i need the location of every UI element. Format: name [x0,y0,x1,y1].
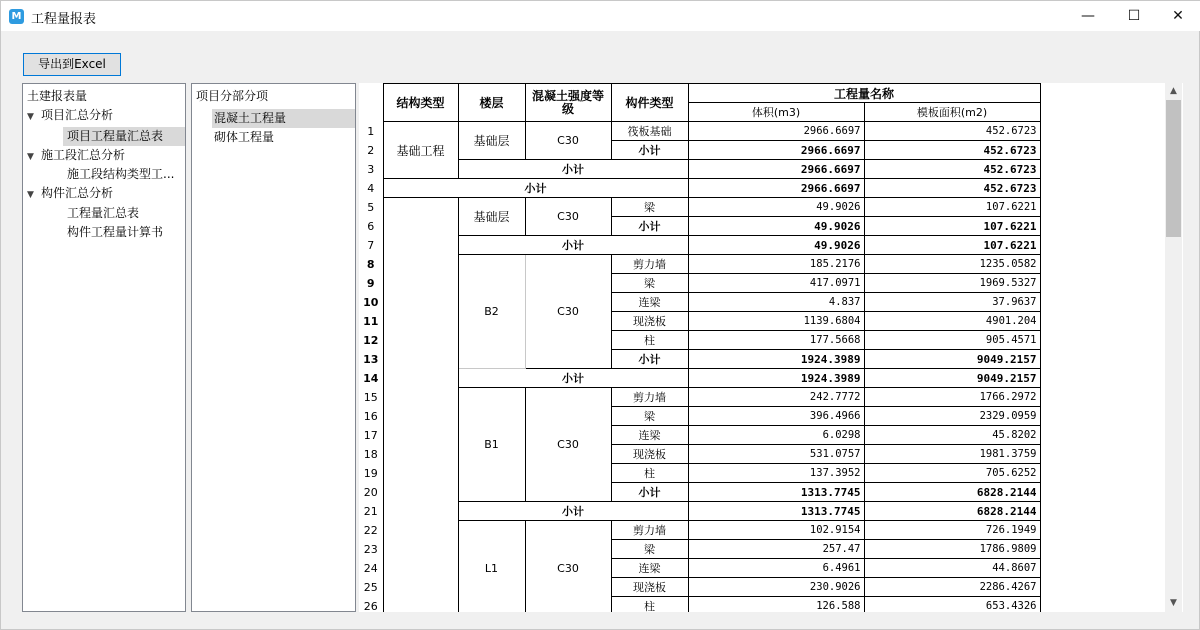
volume-cell: 6.4961 [688,559,864,578]
row-number: 1 [367,124,375,138]
grade-cell: C30 [525,388,611,502]
row-number: 12 [363,333,379,347]
formwork-cell: 9049.2157 [864,350,1040,369]
volume-cell: 230.9026 [688,578,864,597]
component-cell: 现浇板 [611,578,688,597]
grade-cell: C30 [525,255,611,369]
floor-cell: B2 [458,255,525,369]
row-number: 8 [366,257,375,271]
tree-group-stage[interactable] [27,146,125,165]
floor-cell: L1 [458,521,525,613]
scroll-down-icon[interactable]: ▼ [1170,598,1177,608]
component-cell: 梁 [611,198,688,217]
formwork-cell: 1766.2972 [864,388,1040,407]
quantity-report-table [359,83,1041,612]
formwork-cell: 452.6723 [864,141,1040,160]
volume-cell: 1139.6804 [688,312,864,331]
formwork-cell: 9049.2157 [864,369,1040,388]
volume-cell: 102.9154 [688,521,864,540]
volume-cell: 177.5668 [688,331,864,350]
struct-type-cell [383,198,458,613]
row-number: 13 [363,352,379,366]
formwork-cell: 653.4326 [864,597,1040,613]
row-number: 25 [363,580,378,594]
subtotal-label: 小计 [611,217,688,236]
volume-cell: 531.0757 [688,445,864,464]
row-number: 2 [367,143,375,157]
row-number: 14 [363,371,379,385]
subtotal-label: 小计 [458,369,688,388]
volume-cell: 417.0971 [688,274,864,293]
component-cell: 剪力墙 [611,521,688,540]
volume-cell: 137.3952 [688,464,864,483]
report-grid[interactable] [359,83,1183,612]
row-number: 23 [363,542,378,556]
row-number: 21 [363,504,378,518]
formwork-cell: 107.6221 [864,236,1040,255]
component-cell: 筏板基础 [611,122,688,141]
formwork-cell: 452.6723 [864,122,1040,141]
tree-group-label: 项目汇总分析 [41,108,114,122]
formwork-cell: 107.6221 [864,217,1040,236]
formwork-cell: 452.6723 [864,160,1040,179]
grade-cell: C30 [525,122,611,160]
struct-type-cell: 基础工程 [383,122,458,179]
component-cell: 连梁 [611,426,688,445]
subtotal-label: 小计 [383,179,688,198]
header-formwork: 模板面积(m2) [864,103,1040,122]
row-number: 15 [363,390,378,404]
subtotal-label: 小计 [611,483,688,502]
component-cell: 连梁 [611,559,688,578]
component-cell: 梁 [611,407,688,426]
volume-cell: 2966.6697 [688,179,864,198]
row-number: 17 [363,428,378,442]
tree-root-label: 土建报表量 [27,89,88,103]
formwork-cell: 905.4571 [864,331,1040,350]
component-cell: 现浇板 [611,312,688,331]
row-number: 4 [367,181,375,195]
volume-cell: 49.9026 [688,217,864,236]
component-cell: 现浇板 [611,445,688,464]
header-struct-type: 结构类型 [383,84,458,122]
volume-cell: 1924.3989 [688,369,864,388]
volume-cell: 2966.6697 [688,122,864,141]
formwork-cell: 705.6252 [864,464,1040,483]
formwork-cell: 452.6723 [864,179,1040,198]
row-number: 20 [363,485,378,499]
component-cell: 柱 [611,464,688,483]
formwork-cell: 44.8607 [864,559,1040,578]
volume-cell: 2966.6697 [688,141,864,160]
row-number: 19 [363,466,378,480]
header-quantity-group: 工程量名称 [688,84,1040,103]
tree-item-project-summary[interactable]: 项目工程量汇总表 [63,127,185,146]
row-number: 24 [363,561,378,575]
chevron-down-icon[interactable]: ▼ [27,152,34,162]
row-number: 26 [363,599,378,612]
component-cell: 梁 [611,274,688,293]
volume-cell: 396.4966 [688,407,864,426]
row-number: 5 [367,200,375,214]
vertical-scrollbar[interactable] [1165,83,1182,612]
formwork-cell: 2329.0959 [864,407,1040,426]
volume-cell: 4.837 [688,293,864,312]
chevron-down-icon[interactable]: ▼ [27,190,34,200]
formwork-cell: 107.6221 [864,198,1040,217]
subtotal-label: 小计 [611,141,688,160]
formwork-cell: 4901.204 [864,312,1040,331]
row-number: 16 [363,409,378,423]
category-item-concrete[interactable]: 混凝土工程量 [212,109,355,128]
formwork-cell: 1786.9809 [864,540,1040,559]
row-number: 10 [363,295,379,309]
chevron-down-icon[interactable]: ▼ [27,112,34,122]
header-grade: 混凝土强度等级 [525,84,611,122]
volume-cell: 257.47 [688,540,864,559]
row-number: 3 [367,162,375,176]
tree-group-label: 施工段汇总分析 [41,148,126,162]
component-cell: 连梁 [611,293,688,312]
scroll-up-icon[interactable]: ▲ [1170,86,1177,96]
subtotal-label: 小计 [458,160,688,179]
formwork-cell: 1969.5327 [864,274,1040,293]
row-number: 22 [363,523,378,537]
floor-cell: 基础层 [458,122,525,160]
category-item-masonry[interactable]: 砌体工程量 [214,130,275,144]
scroll-thumb[interactable] [1166,100,1181,237]
component-cell: 梁 [611,540,688,559]
formwork-cell: 2286.4267 [864,578,1040,597]
volume-cell: 6.0298 [688,426,864,445]
export-excel-button[interactable]: 导出到Excel [23,53,121,76]
tree-group-component[interactable] [27,184,113,203]
tree-item-calc-book[interactable]: 构件工程量计算书 [67,225,164,239]
component-cell: 柱 [611,597,688,613]
formwork-cell: 1981.3759 [864,445,1040,464]
row-number: 11 [363,314,379,328]
category-panel [191,83,356,612]
row-number: 7 [367,238,375,252]
maximize-button[interactable]: ☐ [1127,8,1141,24]
category-root-label: 项目分部分项 [196,89,269,103]
header-volume: 体积(m3) [688,103,864,122]
volume-cell: 49.9026 [688,236,864,255]
volume-cell: 1924.3989 [688,350,864,369]
floor-cell: 基础层 [458,198,525,236]
component-cell: 剪力墙 [611,255,688,274]
volume-cell: 126.588 [688,597,864,613]
volume-cell: 242.7772 [688,388,864,407]
volume-cell: 1313.7745 [688,483,864,502]
app-logo-icon: M [9,9,24,24]
tree-item-stage-structure[interactable]: 施工段结构类型工... [67,167,175,181]
volume-cell: 2966.6697 [688,160,864,179]
grade-cell: C30 [525,521,611,613]
report-tree-panel [22,83,186,612]
grade-cell: C30 [525,198,611,236]
formwork-cell: 6828.2144 [864,483,1040,502]
row-number: 9 [366,276,375,290]
window-title: 工程量报表 [31,12,97,27]
row-number: 18 [363,447,378,461]
component-cell: 柱 [611,331,688,350]
subtotal-label: 小计 [611,350,688,369]
subtotal-label: 小计 [458,236,688,255]
title-bar[interactable] [1,1,1200,31]
floor-cell: B1 [458,388,525,502]
close-button[interactable]: ✕ [1172,8,1184,24]
volume-cell: 1313.7745 [688,502,864,521]
formwork-cell: 37.9637 [864,293,1040,312]
formwork-cell: 45.8202 [864,426,1040,445]
tree-group-label: 构件汇总分析 [41,186,114,200]
header-component: 构件类型 [611,84,688,122]
formwork-cell: 6828.2144 [864,502,1040,521]
subtotal-label: 小计 [458,502,688,521]
header-floor: 楼层 [458,84,525,122]
tree-group-project[interactable] [27,106,113,125]
minimize-button[interactable]: — [1081,8,1095,24]
formwork-cell: 1235.0582 [864,255,1040,274]
row-number: 6 [367,219,375,233]
volume-cell: 49.9026 [688,198,864,217]
formwork-cell: 726.1949 [864,521,1040,540]
volume-cell: 185.2176 [688,255,864,274]
component-cell: 剪力墙 [611,388,688,407]
tree-item-quantity-summary[interactable]: 工程量汇总表 [67,206,140,220]
